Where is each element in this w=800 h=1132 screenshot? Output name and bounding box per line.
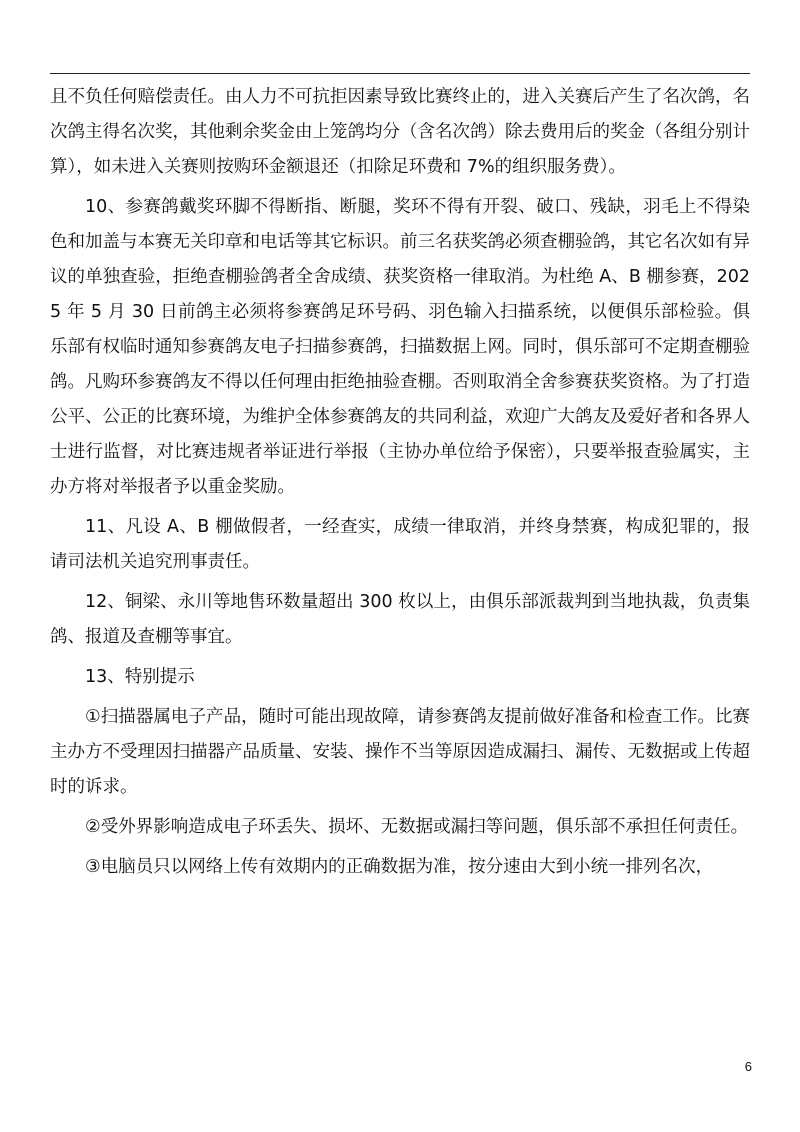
- paragraph-note-3: ③电脑员只以网络上传有效期内的正确数据为准，按分速由大到小统一排列名次，: [85, 857, 714, 877]
- paragraph-item-12: 12、铜梁、永川等地售环数量超出 300 枚以上，由俱乐部派裁判到当地执裁，负责集鸽、报道及查棚等事宜。: [50, 592, 750, 647]
- paragraph-continuation: 且不负任何赔偿责任。由人力不可抗拒因素导致比赛终止的，进入关赛后产生了名次鸽，名次鸽主得名次奖，其他剩余奖金由上笼鸽均分（含名次鸽）除去费用后的奖金（各组分别计算），如未进入关赛则按购环金额退还（扣除足环费和 7%的组织服务费）。: [50, 87, 750, 177]
- paragraph-note-1: ①扫描器属电子产品，随时可能出现故障，请参赛鸽友提前做好准备和检查工作。比赛主办方不受理因扫描器产品质量、安装、操作不当等原因造成漏扫、漏传、无数据或上传超时的诉求。: [50, 707, 750, 797]
- header-rule: [50, 73, 750, 74]
- paragraph-item-11: 11、凡设 A、B 棚做假者，一经查实，成绩一律取消，并终身禁赛，构成犯罪的，报请司法机关追究刑事责任。: [50, 517, 750, 572]
- document-body: [50, 80, 750, 885]
- paragraph-item-10: 10、参赛鸽戴奖环脚不得断指、断腿，奖环不得有开裂、破口、残缺，羽毛上不得染色和加盖与本赛无关印章和电话等其它标识。前三名获奖鸽必须查棚验鸽，其它名次如有异议的单独查验，拒绝查棚验鸽者全舍成绩、获奖资格一律取消。为杜绝 A、B 棚参赛，2025 年 5 月 30 日前鸽主必须将参赛鸽足环号码、羽色输入扫描系统，以便俱乐部检验。俱乐部有权临时通知参赛鸽友电子扫描参赛鸽，扫描数据上网。同时，俱乐部可不定期查棚验鸽。凡购环参赛鸽友不得以任何理由拒绝抽验查棚。否则取消全舍参赛获奖资格。为了打造公平、公正的比赛环境，为维护全体参赛鸽友的共同利益，欢迎广大鸽友及爱好者和各界人士进行监督，对比赛违规者举证进行举报（主协办单位给予保密），只要举报查验属实，主办方将对举报者予以重金奖励。: [50, 197, 750, 497]
- page-number: 6: [744, 1059, 752, 1074]
- paragraph-item-13-heading: 13、特别提示: [85, 667, 195, 687]
- paragraph-note-2: ②受外界影响造成电子环丢失、损坏、无数据或漏扫等问题，俱乐部不承担任何责任。: [85, 817, 749, 837]
